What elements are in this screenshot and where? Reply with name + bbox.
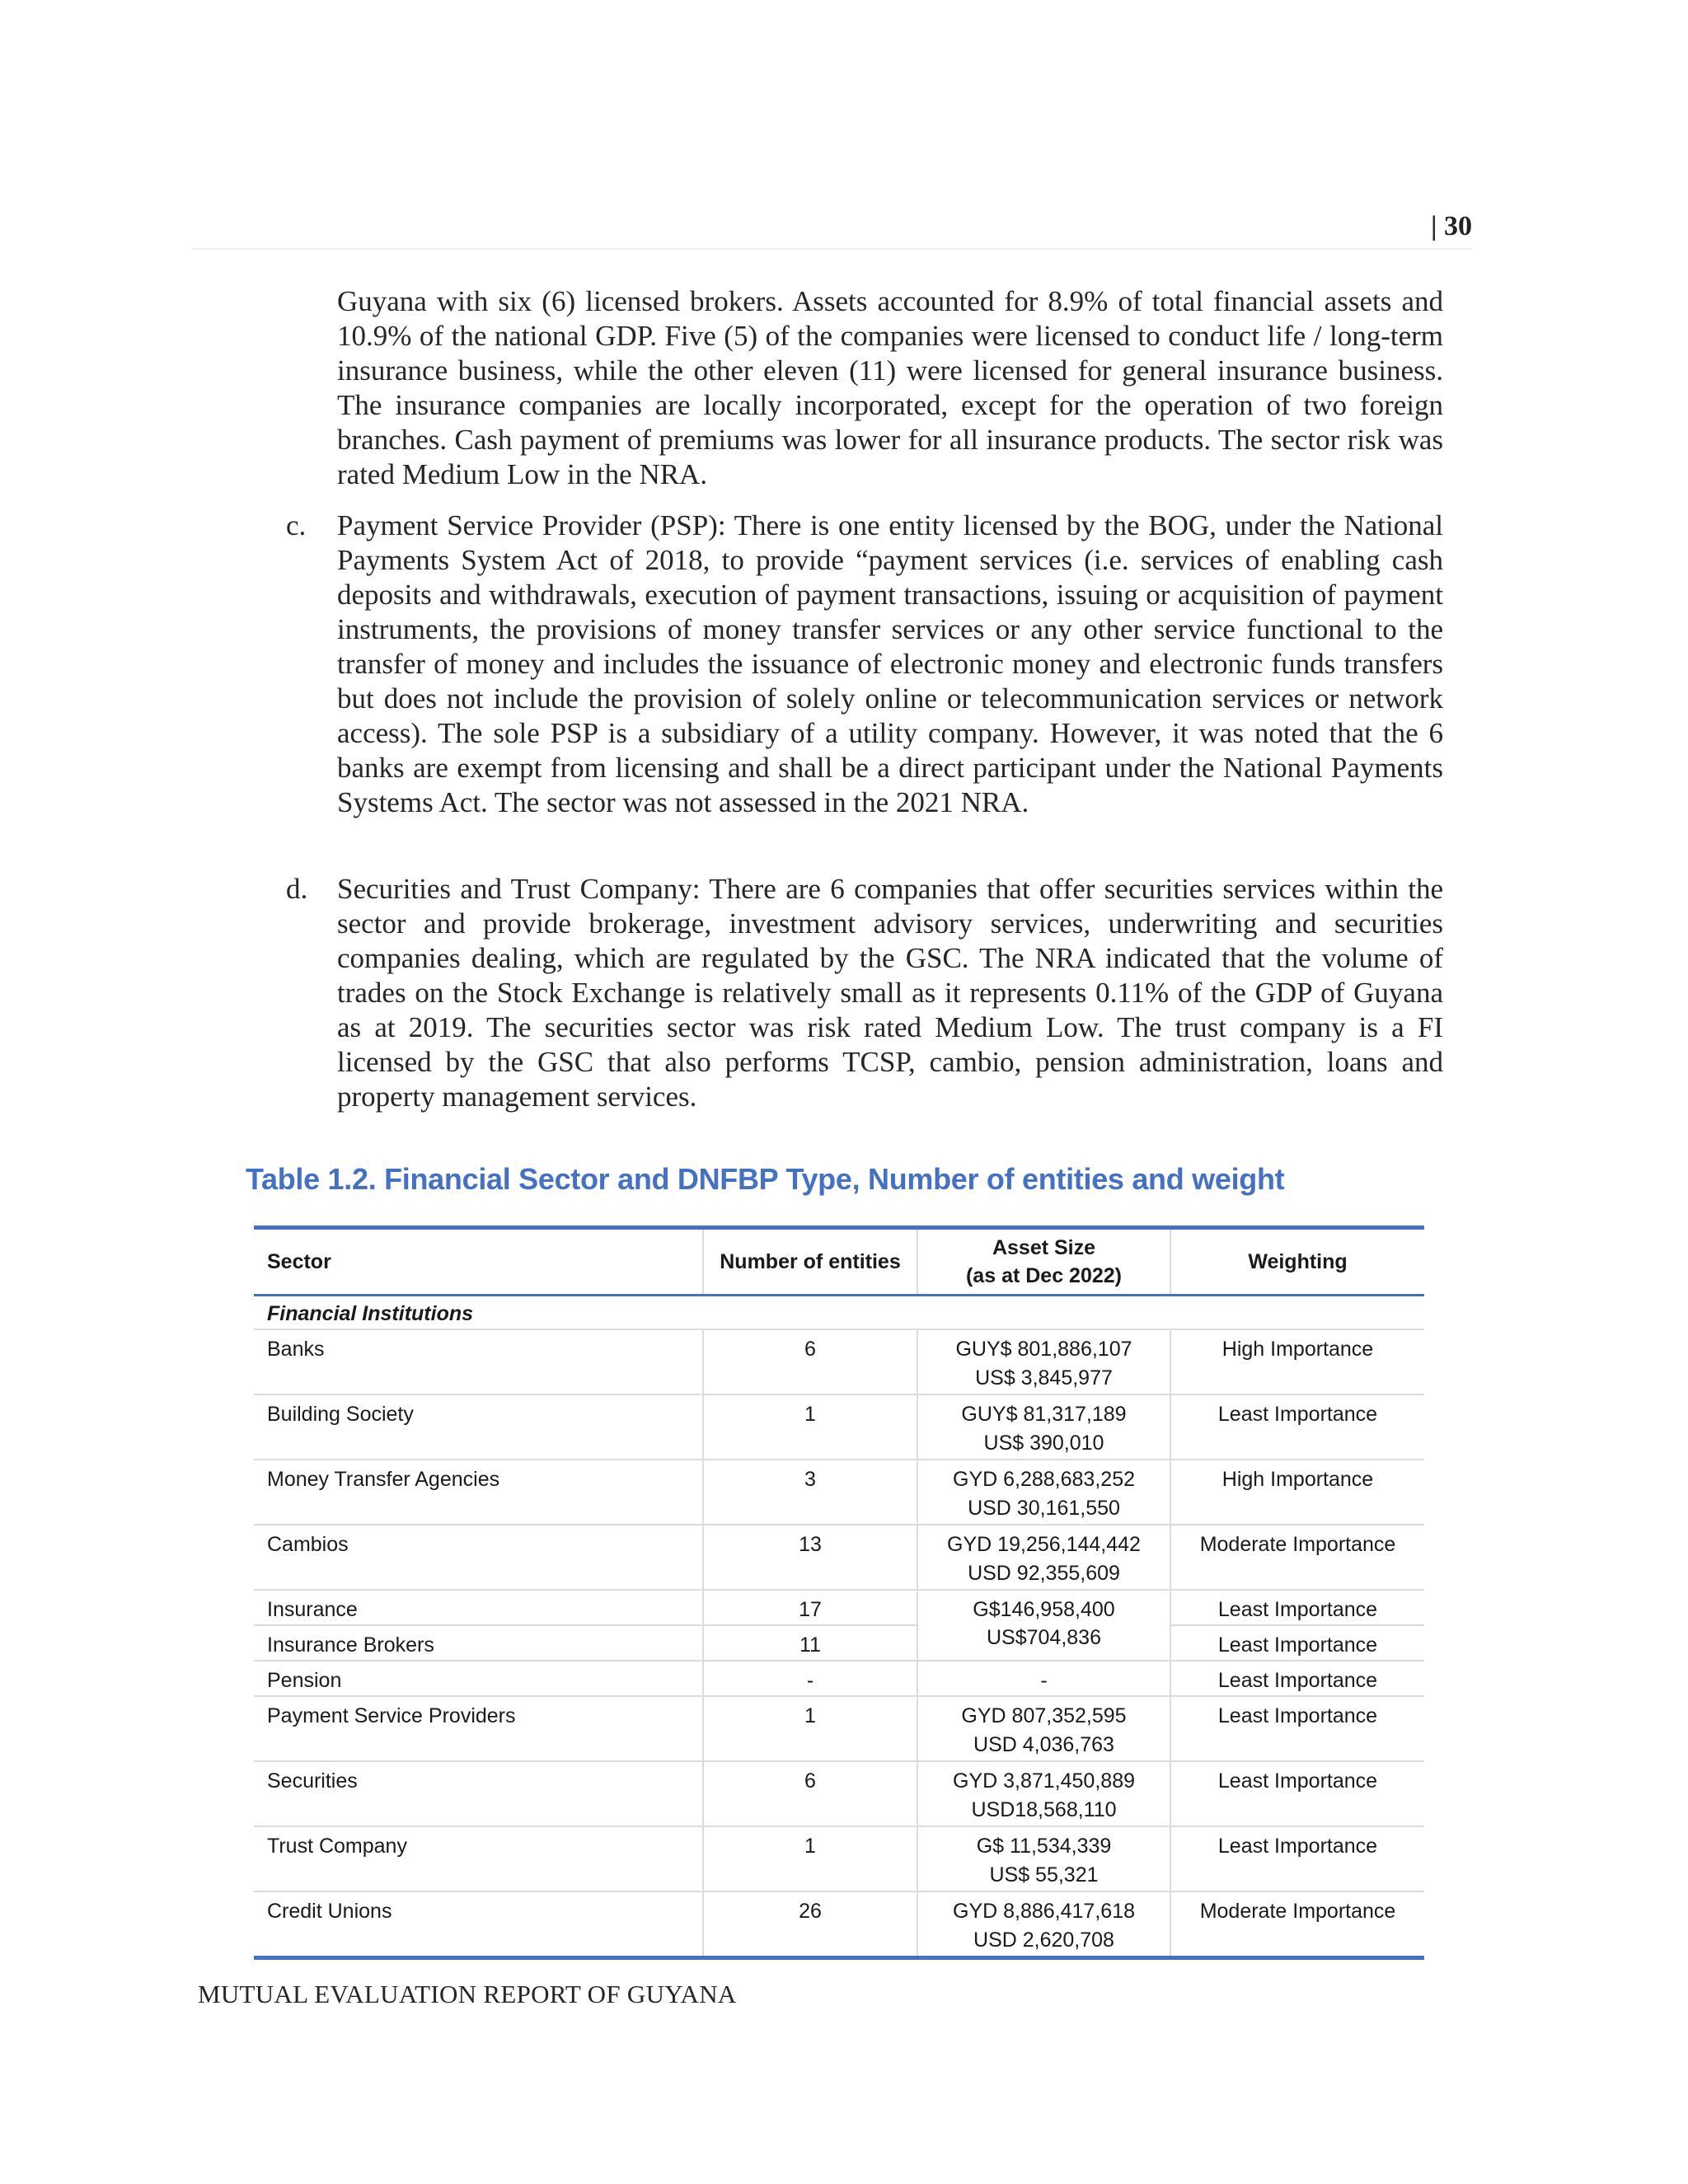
cell-asset-line2: US$ 55,321 bbox=[989, 1863, 1099, 1886]
cell-weighting: Moderate Importance bbox=[1170, 1525, 1424, 1590]
cell-asset-line1: G$ 11,534,339 bbox=[976, 1835, 1112, 1858]
list-item-d bbox=[286, 872, 1443, 1114]
cell-weighting: Least Importance bbox=[1170, 1761, 1424, 1826]
cell-sector: Pension bbox=[254, 1661, 703, 1696]
cell-asset-line1: GUY$ 801,886,107 bbox=[955, 1338, 1132, 1361]
cell-sector: Building Society bbox=[254, 1394, 703, 1460]
table-row bbox=[254, 1460, 1424, 1525]
header-asset-line1: Asset Size bbox=[992, 1236, 1096, 1259]
header-asset-line2: (as at Dec 2022) bbox=[965, 1264, 1122, 1287]
cell-entities: 26 bbox=[703, 1891, 917, 1958]
cell-weighting: Least Importance bbox=[1170, 1590, 1424, 1625]
cell-entities: 13 bbox=[703, 1525, 917, 1590]
section-row bbox=[254, 1296, 1424, 1330]
cell-asset-line2: USD 2,620,708 bbox=[973, 1929, 1114, 1952]
cell-sector: Trust Company bbox=[254, 1826, 703, 1891]
cell-asset-line2: US$704,836 bbox=[986, 1626, 1101, 1649]
cell-sector: Banks bbox=[254, 1329, 703, 1394]
cell-asset bbox=[917, 1761, 1170, 1826]
cell-weighting: Least Importance bbox=[1170, 1826, 1424, 1891]
cell-asset bbox=[917, 1460, 1170, 1525]
list-text-c: Payment Service Provider (PSP): There is one entity licensed by the BOG, under the National Payments System Act of 2018, to provide “payment services (i.e. services of enabling cash deposits and withdrawals, execution of payment transactions, issuing or acquisition of payment instruments, the provisions of money transfer services or any other service functional to the transfer of money and includes the issuance of electronic money and electronic funds transfers but does not include the provision of solely online or telecommunication services or network access). The sole PSP is a subsidiary of a utility company. However, it was noted that the 6 banks are exempt from licensing and shall be a direct participant under the National Payments Systems Act. The sector was not assessed in the 2021 NRA. bbox=[337, 509, 1443, 818]
cell-weighting: Moderate Importance bbox=[1170, 1891, 1424, 1958]
table-row bbox=[254, 1394, 1424, 1460]
cell-sector: Securities bbox=[254, 1761, 703, 1826]
cell-asset-line2: US$ 3,845,977 bbox=[975, 1366, 1113, 1390]
cell-asset-line1: GYD 6,288,683,252 bbox=[953, 1468, 1135, 1491]
cell-entities: 17 bbox=[703, 1590, 917, 1625]
cell-asset-merged bbox=[917, 1590, 1170, 1661]
cell-sector: Money Transfer Agencies bbox=[254, 1460, 703, 1525]
cell-weighting: Least Importance bbox=[1170, 1625, 1424, 1661]
cell-entities: 6 bbox=[703, 1329, 917, 1394]
list-item-c bbox=[286, 509, 1443, 820]
table-row bbox=[254, 1826, 1424, 1891]
header-entities: Number of entities bbox=[703, 1228, 917, 1296]
cell-asset-line1: GYD 3,871,450,889 bbox=[953, 1769, 1135, 1793]
cell-asset-line1: GYD 8,886,417,618 bbox=[953, 1900, 1135, 1923]
cell-asset bbox=[917, 1826, 1170, 1891]
cell-asset-line1: GYD 807,352,595 bbox=[961, 1704, 1127, 1727]
cell-asset bbox=[917, 1329, 1170, 1394]
cell-sector: Insurance bbox=[254, 1590, 703, 1625]
cell-entities: - bbox=[703, 1661, 917, 1696]
table-row bbox=[254, 1891, 1424, 1958]
cell-asset-line2: USD18,568,110 bbox=[971, 1798, 1117, 1821]
insurance-paragraph: Guyana with six (6) licensed brokers. Assets accounted for 8.9% of total financial assets and 10.9% of the national GDP. Five (5) of the companies were licensed to conduct life / long-term insurance business, while the other eleven (11) were licensed for general insurance business. The insurance companies are locally incorporated, except for the operation of two foreign branches. Cash payment of premiums was lower for all insurance products. The sector risk was rated Medium Low in the NRA. bbox=[337, 285, 1443, 490]
cell-weighting: High Importance bbox=[1170, 1329, 1424, 1394]
cell-asset bbox=[917, 1525, 1170, 1590]
cell-weighting: Least Importance bbox=[1170, 1696, 1424, 1761]
table-header-row bbox=[254, 1228, 1424, 1296]
list-marker-d: d. bbox=[286, 873, 308, 905]
cell-entities: 1 bbox=[703, 1394, 917, 1460]
cell-weighting: Least Importance bbox=[1170, 1661, 1424, 1696]
cell-weighting: Least Importance bbox=[1170, 1394, 1424, 1460]
cell-asset-line2: USD 4,036,763 bbox=[973, 1733, 1114, 1756]
cell-entities: 1 bbox=[703, 1826, 917, 1891]
cell-asset-line2: USD 92,355,609 bbox=[968, 1562, 1120, 1585]
report-footer: MUTUAL EVALUATION REPORT OF GUYANA bbox=[198, 1980, 737, 2008]
cell-asset-line1: GUY$ 81,317,189 bbox=[961, 1403, 1127, 1426]
header-weighting: Weighting bbox=[1170, 1228, 1424, 1296]
table-row bbox=[254, 1625, 1424, 1661]
table-row bbox=[254, 1525, 1424, 1590]
cell-asset bbox=[917, 1891, 1170, 1958]
header-asset-size bbox=[917, 1228, 1170, 1296]
cell-asset-line1: GYD 19,256,144,442 bbox=[947, 1533, 1141, 1556]
table-caption: Table 1.2. Financial Sector and DNFBP Type, Number of entities and weight bbox=[246, 1162, 1285, 1196]
table-row bbox=[254, 1590, 1424, 1625]
cell-asset-line1: - bbox=[917, 1661, 1170, 1696]
cell-entities: 1 bbox=[703, 1696, 917, 1761]
cell-sector: Cambios bbox=[254, 1525, 703, 1590]
list-marker-c: c. bbox=[286, 509, 307, 541]
header-sector: Sector bbox=[254, 1228, 703, 1296]
cell-entities: 3 bbox=[703, 1460, 917, 1525]
cell-entities: 11 bbox=[703, 1625, 917, 1661]
cell-asset-line2: USD 30,161,550 bbox=[968, 1497, 1120, 1520]
cell-weighting: High Importance bbox=[1170, 1460, 1424, 1525]
cell-sector: Insurance Brokers bbox=[254, 1625, 703, 1661]
cell-entities: 6 bbox=[703, 1761, 917, 1826]
cell-asset-line1: G$146,958,400 bbox=[973, 1598, 1115, 1621]
table-row bbox=[254, 1761, 1424, 1826]
table-row bbox=[254, 1696, 1424, 1761]
cell-sector: Payment Service Providers bbox=[254, 1696, 703, 1761]
table-row bbox=[254, 1329, 1424, 1394]
header-rule bbox=[193, 248, 1472, 250]
cell-sector: Credit Unions bbox=[254, 1891, 703, 1958]
financial-sector-table bbox=[254, 1226, 1424, 1960]
cell-asset bbox=[917, 1696, 1170, 1761]
section-label: Financial Institutions bbox=[254, 1296, 1424, 1330]
page-number: | 30 bbox=[1431, 211, 1472, 241]
cell-asset bbox=[917, 1394, 1170, 1460]
cell-asset-line2: US$ 390,010 bbox=[983, 1432, 1104, 1455]
table-row bbox=[254, 1661, 1424, 1696]
list-text-d: Securities and Trust Company: There are 6 companies that offer securities services within the sector and provide brokerage, investment advisory services, underwriting and securities companies dealing, which are regulated by the GSC. The NRA indicated that the volume of trades on the Stock Exchange is relatively small as it represents 0.11% of the GDP of Guyana as at 2019. The securities sector was risk rated Medium Low. The trust company is a FI licensed by the GSC that also performs TCSP, cambio, pension administration, loans and property management services. bbox=[337, 873, 1443, 1113]
